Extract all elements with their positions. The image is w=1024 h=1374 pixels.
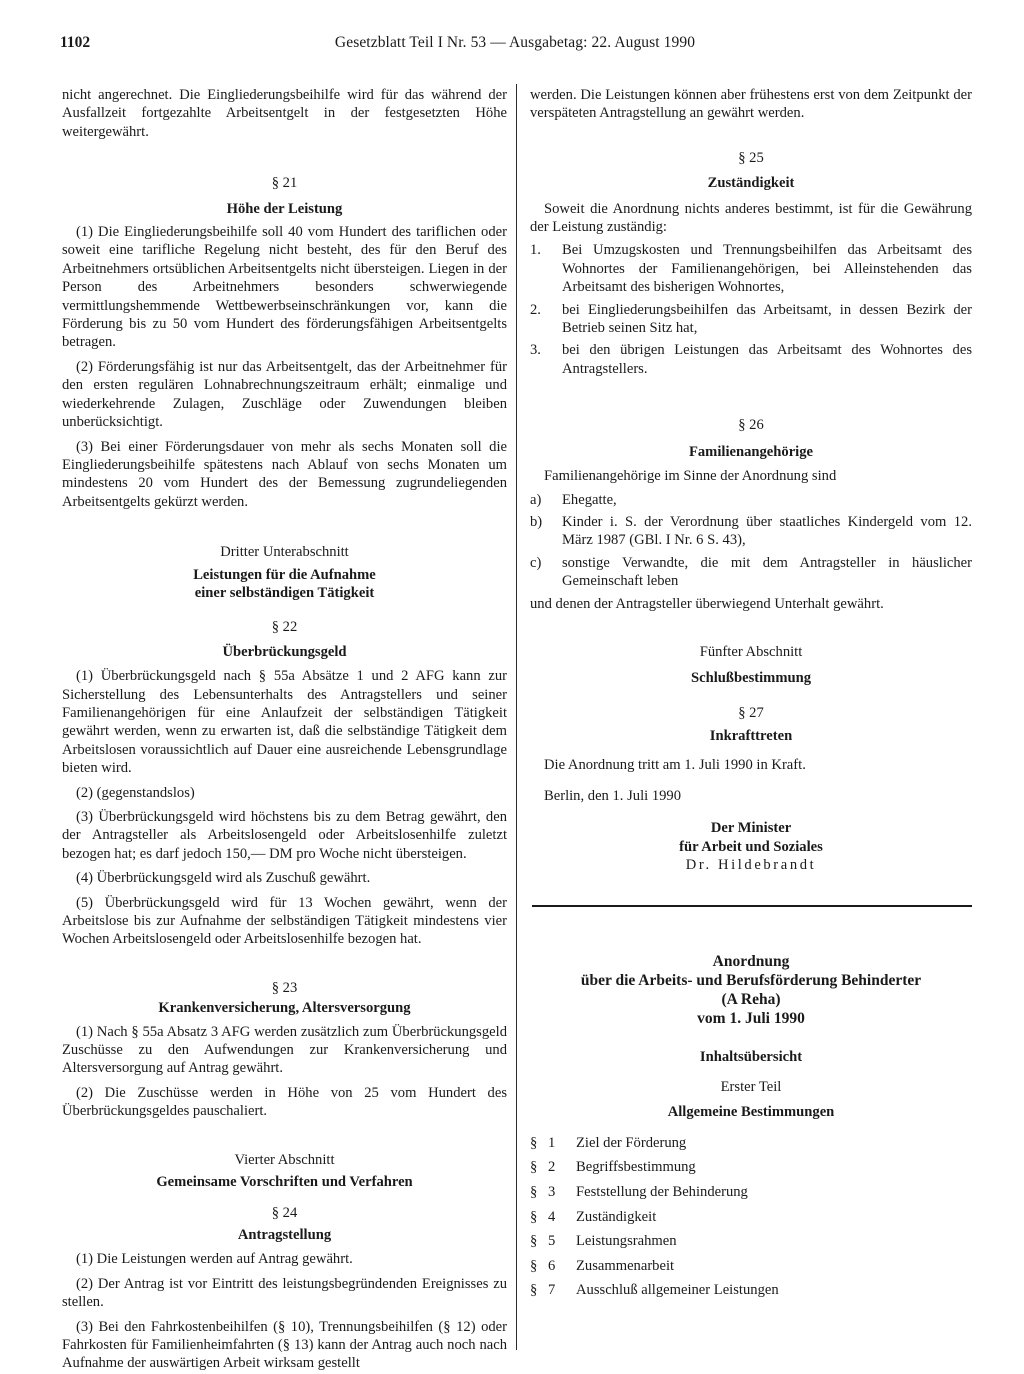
subsection-3-title-line-1: Leistungen für die Aufnahme: [193, 566, 376, 583]
section-21-title: Höhe der Leistung: [226, 200, 343, 217]
subsection-5-title: Schlußbestimmung: [690, 670, 812, 687]
section-22-para-5: (5) Überbrückungsgeld wird für 13 Wochen gewährt, wenn der Arbeitslose bis zur Aufnahme der selbständigen Tätigkeit mindestens vier Wochen Arbeitslosengeld oder Arbeitslosenhilfe bezogen hat.: [62, 894, 507, 948]
toc-number: 2: [548, 1159, 556, 1176]
ordinance-date: vom 1. Juli 1990: [697, 1009, 805, 1027]
toc-text: Ziel der Förderung: [576, 1134, 687, 1151]
section-22-title: Überbrückungsgeld: [222, 643, 347, 660]
part-title: Allgemeine Bestimmungen: [667, 1104, 835, 1121]
ordinance-title-line-2: über die Arbeits- und Berufsförderung Behinderter: [580, 971, 922, 989]
page-header: [60, 34, 970, 58]
signature-place-date: Berlin, den 1. Juli 1990: [544, 787, 682, 804]
section-sign: §: [530, 1208, 538, 1225]
subsection-4-label: Vierter Abschnitt: [234, 1151, 335, 1168]
signature-name: Dr. Hildebrandt: [685, 857, 817, 874]
toc-entry: [530, 1208, 972, 1233]
subsection-4-title: Gemeinsame Vorschriften und Verfahren: [156, 1174, 413, 1191]
toc-entry: [530, 1232, 972, 1257]
list-item-label: 1.: [530, 242, 541, 259]
section-23-title: Krankenversicherung, Altersversorgung: [158, 1000, 411, 1017]
toc-text: Ausschluß allgemeiner Leistungen: [576, 1282, 779, 1299]
section-22-number: § 22: [271, 619, 298, 636]
section-24-para-1: (1) Die Leistungen werden auf Antrag gewährt.: [76, 1251, 353, 1268]
table-of-contents-heading: Inhaltsübersicht: [699, 1048, 803, 1065]
section-26-outro: und denen der Antragsteller überwiegend Unterhalt gewährt.: [530, 595, 884, 612]
column-divider: [516, 84, 517, 1350]
continued-text-right: werden. Die Leistungen können aber frühestens erst von dem Zeitpunkt der verspäteten Antragstellung an gewährt werden.: [530, 87, 972, 122]
list-item-text: bei den übrigen Leistungen das Arbeitsamt des Wohnortes des Antragstellers.: [562, 342, 972, 377]
toc-text: Zuständigkeit: [576, 1208, 657, 1225]
subsection-3-title-line-2: einer selbständigen Tätigkeit: [194, 584, 375, 601]
section-sign: §: [530, 1134, 538, 1151]
list-item: [530, 241, 972, 296]
list-item: [530, 301, 972, 338]
section-sign: §: [530, 1257, 538, 1274]
part-label: Erster Teil: [720, 1079, 782, 1095]
toc-entry: [530, 1134, 972, 1159]
section-25-title: Zuständigkeit: [707, 175, 795, 192]
toc-number: 4: [548, 1208, 556, 1225]
toc-number: 7: [548, 1282, 556, 1299]
section-sign: §: [530, 1184, 538, 1200]
section-27-title: Inkrafttreten: [709, 728, 793, 745]
signature-title-line-2: für Arbeit und Soziales: [679, 838, 823, 855]
page-title: Gesetzblatt Teil I Nr. 53 — Ausgabetag: 22. August 1990: [334, 34, 696, 51]
section-21-para-1: (1) Die Eingliederungsbeihilfe soll 40 vom Hundert des tariflichen oder soweit eine tarifliche Regelung nicht besteht, des für den Beruf des Arbeitnehmers ortsüblichen Arbeitsentgelts nicht übersteigen. Liegen in der Person des Arbeitnehmers besonders schwerwiegende vermittlungshemmende Wettbewerbseinschränkungen vor, kann die Förderung bis zu 50 vom Hundert des förderungsfähigen Arbeitsentgelts betragen.: [62, 224, 507, 351]
list-item-label: a): [530, 491, 542, 508]
toc-number: 6: [548, 1257, 556, 1274]
list-item: [530, 513, 972, 550]
toc-text: Leistungsrahmen: [576, 1233, 677, 1250]
section-25-number: § 25: [738, 149, 764, 166]
toc-number: 1: [548, 1134, 556, 1151]
section-sign: §: [530, 1233, 538, 1250]
section-23-para-2: (2) Die Zuschüsse werden in Höhe von 25 vom Hundert des Überbrückungsgeldes pauschaliert.: [62, 1084, 507, 1120]
toc-text: Zusammenarbeit: [576, 1257, 675, 1274]
section-23-number: § 23: [271, 979, 298, 996]
section-sign: §: [530, 1282, 538, 1299]
page-number: 1102: [60, 34, 91, 51]
section-23-para-1: (1) Nach § 55a Absatz 3 AFG werden zusätzlich zum Überbrückungsgeld Zuschüsse zu den Aufwendungen zur Krankenversicherung und Altersversorgung auf Antrag gewährt.: [62, 1023, 507, 1077]
list-item-label: 2.: [530, 301, 541, 318]
section-26-number: § 26: [738, 417, 764, 434]
section-27-number: § 27: [738, 704, 764, 721]
toc-entry: [530, 1281, 972, 1306]
continued-text: nicht angerechnet. Die Eingliederungsbeihilfe wird für das während der Ausfallzeit fortgezahlte Arbeitsentgelt in der festgesetzten Höhe weitergewährt.: [62, 87, 507, 140]
section-22-para-3: (3) Überbrückungsgeld wird höchstens bis zu dem Betrag gewährt, den der Antragsteller als Arbeitslosengeld oder Arbeitslosenhilfe zuletzt bezogen hat; es darf jedoch 150,— DM pro Woche nicht übersteigen.: [62, 809, 507, 862]
list-item-text: Kinder i. S. der Verordnung über staatliches Kindergeld vom 12. März 1987 (GBl. I Nr. 6 S. 43),: [562, 513, 972, 549]
toc-entry: [530, 1183, 972, 1208]
toc-number: 5: [548, 1233, 556, 1250]
right-column: [530, 86, 972, 1306]
toc-text: Begriffsbestimmung: [576, 1159, 696, 1176]
section-21-para-3: (3) Bei einer Förderungsdauer von mehr als sechs Monaten soll die Eingliederungsbeihilfe spätestens nach Ablauf von sechs Monaten um mindestens 20 vom Hundert des der Bemessung zugrundeliegenden Arbeitsentgelts gekürzt werden.: [62, 438, 507, 510]
toc-entry: [530, 1257, 972, 1282]
section-26-intro: Familienangehörige im Sinne der Anordnung sind: [544, 468, 837, 485]
section-25-intro: Soweit die Anordnung nichts anderes bestimmt, ist für die Gewährung der Leistung zuständig:: [530, 200, 972, 236]
section-27-para-1: Die Anordnung tritt am 1. Juli 1990 in Kraft.: [544, 756, 806, 773]
section-21-number: § 21: [271, 175, 298, 192]
section-22-para-4: (4) Überbrückungsgeld wird als Zuschuß gewährt.: [76, 870, 371, 887]
section-24-para-2: (2) Der Antrag ist vor Eintritt des leistungsbegründenden Ereignisses zu stellen.: [62, 1275, 507, 1311]
list-item: [530, 491, 972, 509]
ordinance-title-line-1: Anordnung: [712, 952, 790, 970]
signature-title-line-1: Der Minister: [710, 820, 792, 837]
list-item-label: 3.: [530, 342, 541, 359]
section-26-title: Familienangehörige: [688, 443, 814, 460]
left-column: [62, 86, 507, 1373]
section-22-para-1: (1) Überbrückungsgeld nach § 55a Absätze 1 und 2 AFG kann zur Sicherstellung des Lebensunterhalts des Antragstellers und seiner Familienangehörigen für eine Anlaufzeit der selbständigen Tätigkeit gewährt werden, wenn zu erwarten ist, daß die selbständige Tätigkeit dem Arbeitslosen voraussichtlich auf Dauer eine ausreichende Lebensgrundlage bieten wird.: [62, 668, 507, 777]
toc-text: Feststellung der Behinderung: [576, 1184, 748, 1200]
section-24-title: Antragstellung: [237, 1226, 332, 1243]
list-item-text: Ehegatte,: [562, 491, 617, 508]
list-item-text: Bei Umzugskosten und Trennungsbeihilfen das Arbeitsamt des Wohnortes der Familienangehörigen, bei Alleinstehenden das Arbeitsamt des bisherigen Wohnortes,: [562, 242, 972, 296]
subsection-3-label: Dritter Unterabschnitt: [220, 544, 349, 561]
ordinance-title-line-3: (A Reha): [721, 990, 781, 1008]
section-22-para-2: (2) (gegenstandslos): [76, 784, 195, 801]
list-item-label: b): [530, 513, 543, 530]
list-item-text: sonstige Verwandte, die mit dem Antragsteller in häuslicher Gemeinschaft leben: [562, 554, 972, 590]
list-item-text: bei Eingliederungsbeihilfen das Arbeitsamt, in dessen Bezirk der Betrieb seinen Sitz hat,: [562, 301, 972, 337]
list-item: [530, 341, 972, 378]
list-item: [530, 554, 972, 591]
section-21-para-2: (2) Förderungsfähig ist nur das Arbeitsentgelt, das der Arbeitnehmer für den ersten regulären Lohnabrechnungszeitraum erhält; einmalige und wiederkehrende Zulagen, Zuschläge oder Zuwendungen bleiben unberücksichtigt.: [62, 358, 507, 431]
toc-number: 3: [548, 1184, 556, 1200]
section-sign: §: [530, 1159, 538, 1176]
list-item-label: c): [530, 554, 542, 571]
subsection-5-label: Fünfter Abschnitt: [699, 643, 803, 660]
toc-entry: [530, 1158, 972, 1183]
section-24-para-3: (3) Bei den Fahrkostenbeihilfen (§ 10), Trennungsbeihilfen (§ 12) oder Fahrkosten für Familienheimfahrten (§ 13) kann der Antrag auch noch nach Aufnahme der auswärtigen Arbeit wirksam gestellt: [62, 1318, 507, 1372]
section-24-number: § 24: [271, 1204, 298, 1221]
